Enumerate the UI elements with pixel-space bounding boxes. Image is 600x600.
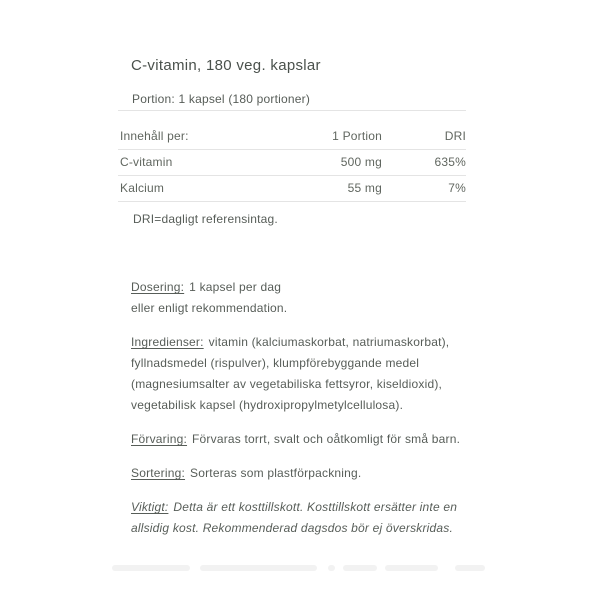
section-ingredienser bbox=[131, 332, 491, 416]
faded-text-remnant bbox=[328, 565, 335, 571]
section-text-line: Detta är ett kosttillskott. Kosttillskott ersätter inte en bbox=[173, 500, 458, 514]
section-text-line: allsidig kost. Rekommenderad dagsdos bör ej överskridas. bbox=[131, 521, 454, 535]
nutrient-dri: 635% bbox=[434, 155, 466, 169]
nutrient-amount: 55 mg bbox=[347, 181, 382, 195]
section-label: Viktigt: bbox=[131, 500, 169, 514]
product-title: C-vitamin, 180 veg. kapslar bbox=[131, 57, 321, 74]
section-label: Dosering: bbox=[131, 280, 185, 294]
nutrient-dri: 7% bbox=[448, 181, 466, 195]
section-text-line: Sorteras som plastförpackning. bbox=[190, 466, 362, 480]
faded-text-remnant bbox=[455, 565, 485, 571]
section-label: Förvaring: bbox=[131, 432, 188, 446]
table-row bbox=[118, 176, 466, 202]
table-row bbox=[118, 150, 466, 176]
portion-line: Portion: 1 kapsel (180 portioner) bbox=[132, 92, 311, 106]
section-label: Sortering: bbox=[131, 466, 186, 480]
nutrition-table-header bbox=[118, 111, 466, 150]
section-text-line: vitamin (kalciumaskorbat, natriumaskorbat), bbox=[208, 335, 450, 349]
section-label: Ingredienser: bbox=[131, 335, 204, 349]
nutrient-amount: 500 mg bbox=[340, 155, 382, 169]
info-sections bbox=[131, 277, 491, 552]
faded-text-remnant bbox=[200, 565, 317, 571]
header-dri: DRI bbox=[444, 129, 466, 143]
section-text-line: fyllnadsmedel (rispulver), klumpförebyggande medel bbox=[131, 356, 420, 370]
faded-text-remnant bbox=[112, 565, 190, 571]
nutrient-name: Kalcium bbox=[120, 181, 165, 195]
section-text-line: (magnesiumsalter av vegetabiliska fettsyror, kiseldioxid), bbox=[131, 377, 443, 391]
section-forvaring bbox=[131, 429, 491, 450]
section-dosering bbox=[131, 277, 491, 319]
section-text-line: 1 kapsel per dag bbox=[189, 280, 282, 294]
section-text-line: Förvaras torrt, svalt och oåtkomligt för små barn. bbox=[192, 432, 461, 446]
section-viktigt bbox=[131, 497, 491, 539]
nutrition-table bbox=[118, 110, 466, 202]
section-text-line: vegetabilisk kapsel (hydroxipropylmetylcellulosa). bbox=[131, 398, 404, 412]
nutrient-name: C-vitamin bbox=[120, 155, 173, 169]
section-sortering bbox=[131, 463, 491, 484]
dri-note: DRI=dagligt referensintag. bbox=[133, 212, 278, 226]
section-text-line: eller enligt rekommendation. bbox=[131, 301, 288, 315]
faded-text-remnant bbox=[343, 565, 377, 571]
header-portion: 1 Portion bbox=[332, 129, 382, 143]
faded-text-remnant bbox=[385, 565, 438, 571]
header-innehall: Innehåll per: bbox=[120, 129, 189, 143]
